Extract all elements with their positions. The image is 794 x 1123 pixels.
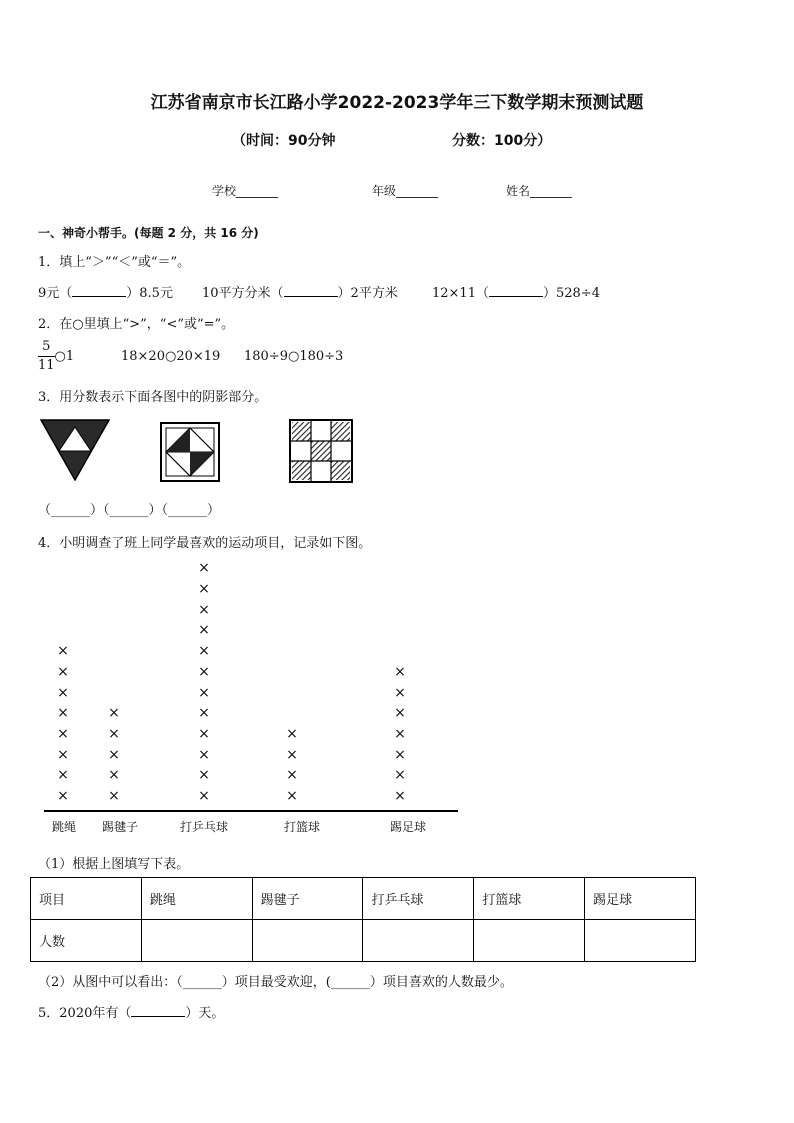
x-mark: × xyxy=(198,643,210,660)
q1c-left: 12×11（ xyxy=(432,286,489,301)
x-mark: × xyxy=(108,705,120,722)
x-mark: × xyxy=(198,560,210,577)
question-2-c: 180÷9○180÷3 xyxy=(244,349,344,364)
table-answer-cell[interactable] xyxy=(141,920,252,962)
category-label: 打篮球 xyxy=(284,820,321,834)
survey-table xyxy=(30,877,696,962)
x-mark: × xyxy=(57,788,69,804)
question-2-stem: 2．在○里填上“>”，“<”或“=”。 xyxy=(38,317,235,332)
q1a-right: ）8.5元 xyxy=(126,286,173,301)
question-1-a xyxy=(38,282,173,301)
x-mark: × xyxy=(394,767,406,784)
answer-blank[interactable] xyxy=(489,284,543,297)
square-diamond-figure xyxy=(160,422,220,482)
section-heading: 一、神奇小帮手。(每题 2 分，共 16 分) xyxy=(38,226,259,240)
x-mark: × xyxy=(198,788,210,804)
question-4-sub2: （2）从图中可以看出：（______）项目最受欢迎，(______）项目喜欢的人数最少。 xyxy=(38,975,513,990)
x-mark: × xyxy=(198,746,210,763)
x-mark: × xyxy=(57,663,69,680)
table-row-label: 人数 xyxy=(31,920,142,962)
x-mark: × xyxy=(286,788,298,804)
question-3-answers: （______）（______）（______） xyxy=(38,503,221,518)
x-mark: × xyxy=(394,663,406,680)
x-mark: × xyxy=(394,684,406,701)
question-3-stem: 3．用分数表示下面各图中的阴影部分。 xyxy=(38,390,268,405)
q1c-right: ）528÷4 xyxy=(542,286,600,301)
question-2-b: 18×20○20×19 xyxy=(121,349,221,364)
category-label: 踢毽子 xyxy=(102,820,139,834)
table-header-cell: 跳绳 xyxy=(141,878,252,920)
q5-right: ）天。 xyxy=(185,1006,225,1021)
question-5 xyxy=(38,1002,224,1021)
table-header-cell: 踢足球 xyxy=(585,878,696,920)
x-mark: × xyxy=(198,725,210,742)
fraction-compare: ○1 xyxy=(54,349,75,364)
triangle-figure xyxy=(40,419,110,481)
x-mark: × xyxy=(198,767,210,784)
x-mark: × xyxy=(57,767,69,784)
table-row xyxy=(31,920,696,962)
question-1-stem: 1．填上“＞”“＜”或“＝”。 xyxy=(38,255,191,270)
x-mark: × xyxy=(198,581,210,597)
x-mark: × xyxy=(57,746,69,763)
x-mark: × xyxy=(198,684,210,701)
x-mark: × xyxy=(198,705,210,722)
fraction xyxy=(38,338,55,375)
table-answer-cell[interactable] xyxy=(252,920,363,962)
grade-field: 年级_______ xyxy=(372,184,439,198)
x-mark: × xyxy=(108,767,120,784)
x-mark: × xyxy=(57,705,69,722)
table-header-cell: 打篮球 xyxy=(474,878,585,920)
page-title: 江苏省南京市长江路小学2022-2023学年三下数学期末预测试题 xyxy=(150,93,644,113)
answer-blank[interactable] xyxy=(72,284,126,297)
x-mark: × xyxy=(57,725,69,742)
x-mark: × xyxy=(286,746,298,763)
x-mark: × xyxy=(198,622,210,639)
answer-blank[interactable] xyxy=(284,284,338,297)
x-mark: × xyxy=(394,705,406,722)
question-4-stem: 4．小明调查了班上同学最喜欢的运动项目，记录如下图。 xyxy=(38,536,372,551)
x-mark: × xyxy=(394,788,406,804)
x-mark: × xyxy=(198,663,210,680)
fraction-numerator: 5 xyxy=(38,338,55,357)
q1b-left: 10平方分米（ xyxy=(202,286,284,301)
table-header-cell: 打乒乓球 xyxy=(363,878,474,920)
answer-blank[interactable] xyxy=(131,1004,185,1017)
x-mark: × xyxy=(286,725,298,742)
table-answer-cell[interactable] xyxy=(474,920,585,962)
table-answer-cell[interactable] xyxy=(585,920,696,962)
question-1-b xyxy=(202,282,398,301)
table-answer-cell[interactable] xyxy=(363,920,474,962)
name-field: 姓名_______ xyxy=(506,184,573,198)
q1a-left: 9元（ xyxy=(38,286,73,301)
table-row xyxy=(31,878,696,920)
grid-figure xyxy=(289,419,353,483)
x-mark: × xyxy=(108,788,120,804)
category-label: 跳绳 xyxy=(52,820,77,834)
question-4-sub1: （1）根据上图填写下表。 xyxy=(38,857,190,872)
x-mark: × xyxy=(286,767,298,784)
category-label: 打乒乓球 xyxy=(180,820,229,834)
x-mark: × xyxy=(394,725,406,742)
x-mark: × xyxy=(394,746,406,763)
time-label: （时间：90分钟 xyxy=(232,133,336,149)
q1b-right: ）2平方米 xyxy=(337,286,398,301)
table-header-cell: 项目 xyxy=(31,878,142,920)
x-mark: × xyxy=(57,684,69,701)
category-label: 踢足球 xyxy=(390,820,427,834)
score-label: 分数：100分） xyxy=(452,133,552,149)
x-mark: × xyxy=(57,643,69,660)
fraction-denominator: 11 xyxy=(38,358,55,373)
question-2-a xyxy=(38,338,74,375)
chart-baseline xyxy=(44,810,458,812)
x-mark: × xyxy=(108,746,120,763)
x-mark: × xyxy=(198,601,210,618)
school-field: 学校_______ xyxy=(212,184,279,198)
question-1-c xyxy=(432,282,600,301)
table-header-cell: 踢毽子 xyxy=(252,878,363,920)
x-mark: × xyxy=(108,725,120,742)
q5-left: 5．2020年有（ xyxy=(38,1006,132,1021)
